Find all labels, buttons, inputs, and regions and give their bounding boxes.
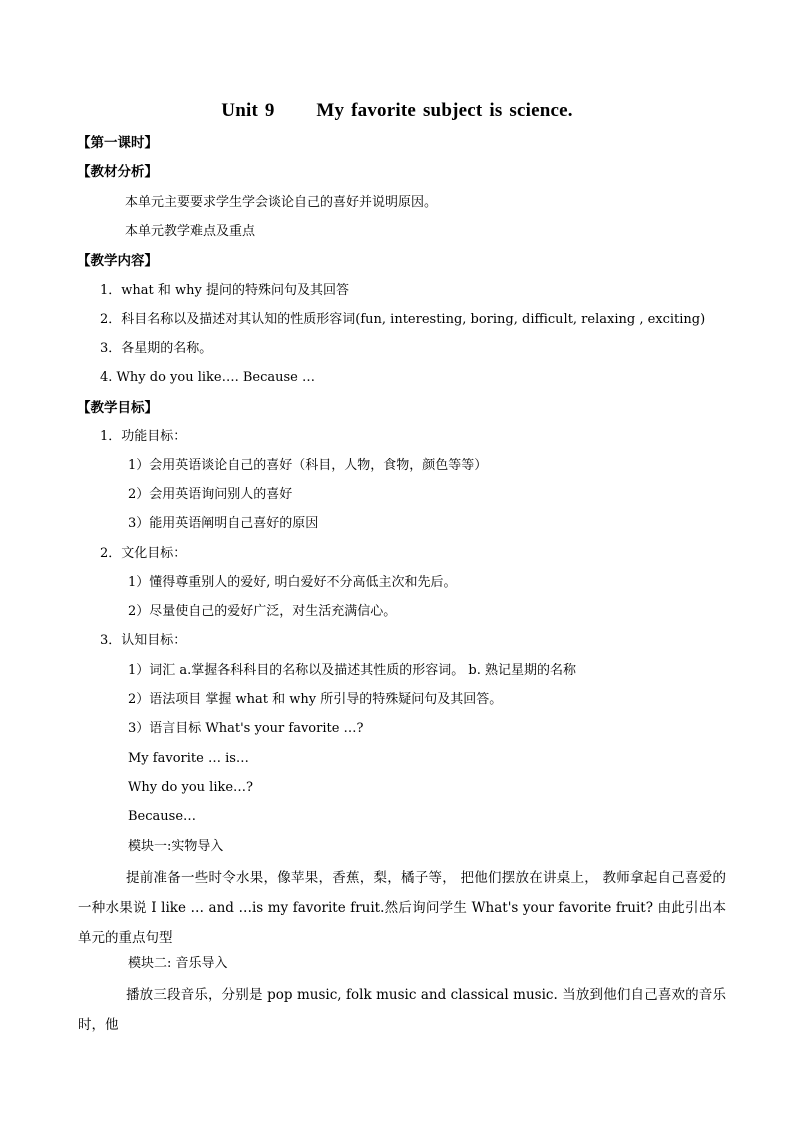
functional-objective-item: 2）会用英语询问别人的喜好 (128, 487, 293, 502)
content-item: 1．what 和 why 提问的特殊问句及其回答 (100, 283, 349, 298)
cultural-objective-item: 2）尽量使自己的爱好广泛，对生活充满信心。 (128, 604, 397, 619)
material-analysis-heading: 【教材分析】 (77, 164, 158, 180)
page-title: Unit 9 My favorite subject is science. (221, 100, 573, 121)
module-two-heading: 模块二: 音乐导入 (128, 956, 228, 971)
cognitive-objective-item: 1）词汇 a.掌握各科科目的名称以及描述其性质的形容词。 b. 熟记星期的名称 (128, 663, 577, 678)
cognitive-objective-item: 3）语言目标 What's your favorite …? (128, 721, 364, 736)
language-example-line: Why do you like…? (128, 780, 254, 795)
language-example-line: Because… (128, 809, 197, 824)
module-two-paragraph: 播放三段音乐，分别是 pop music, folk music and classical music. 当放到他们自己喜欢的音乐时，他 (78, 987, 726, 1033)
lesson-heading: 【第一课时】 (77, 135, 158, 151)
cultural-objective-item: 1）懂得尊重别人的爱好, 明白爱好不分高低主次和先后。 (128, 575, 457, 590)
content-heading: 【教学内容】 (77, 253, 158, 269)
functional-objectives-heading: 1．功能目标： (100, 429, 187, 444)
cognitive-objective-item: 2）语法项目 掌握 what 和 why 所引导的特殊疑问句及其回答。 (128, 692, 503, 707)
content-item: 2．科目名称以及描述对其认知的性质形容词(fun, interesting, boring, difficult, relaxing , exciting) (100, 312, 706, 327)
language-example-line: My favorite … is… (128, 751, 249, 766)
content-item: 4. Why do you like…. Because … (100, 370, 316, 385)
functional-objective-item: 3）能用英语阐明自己喜好的原因 (128, 516, 319, 531)
module-one-paragraph: 提前准备一些时令水果，像苹果，香蕉，梨，橘子等， 把他们摆放在讲桌上， 教师拿起自己喜爱的一种水果说 I like … and …is my favorite fruit.然后询问学生 What's your favorite fruit? 由此引出本单元的重点句型 (78, 870, 726, 946)
module-one-heading: 模块一:实物导入 (128, 839, 224, 854)
objectives-heading: 【教学目标】 (77, 400, 158, 416)
cultural-objectives-heading: 2．文化目标： (100, 546, 187, 561)
cognitive-objectives-heading: 3．认知目标： (100, 633, 187, 648)
functional-objective-item: 1）会用英语谈论自己的喜好（科目，人物，食物，颜色等等） (128, 458, 488, 473)
content-item: 3．各星期的名称。 (100, 341, 213, 356)
material-analysis-line: 本单元主要要求学生学会谈论自己的喜好并说明原因。 (125, 195, 438, 210)
material-analysis-line: 本单元教学难点及重点 (125, 224, 256, 239)
